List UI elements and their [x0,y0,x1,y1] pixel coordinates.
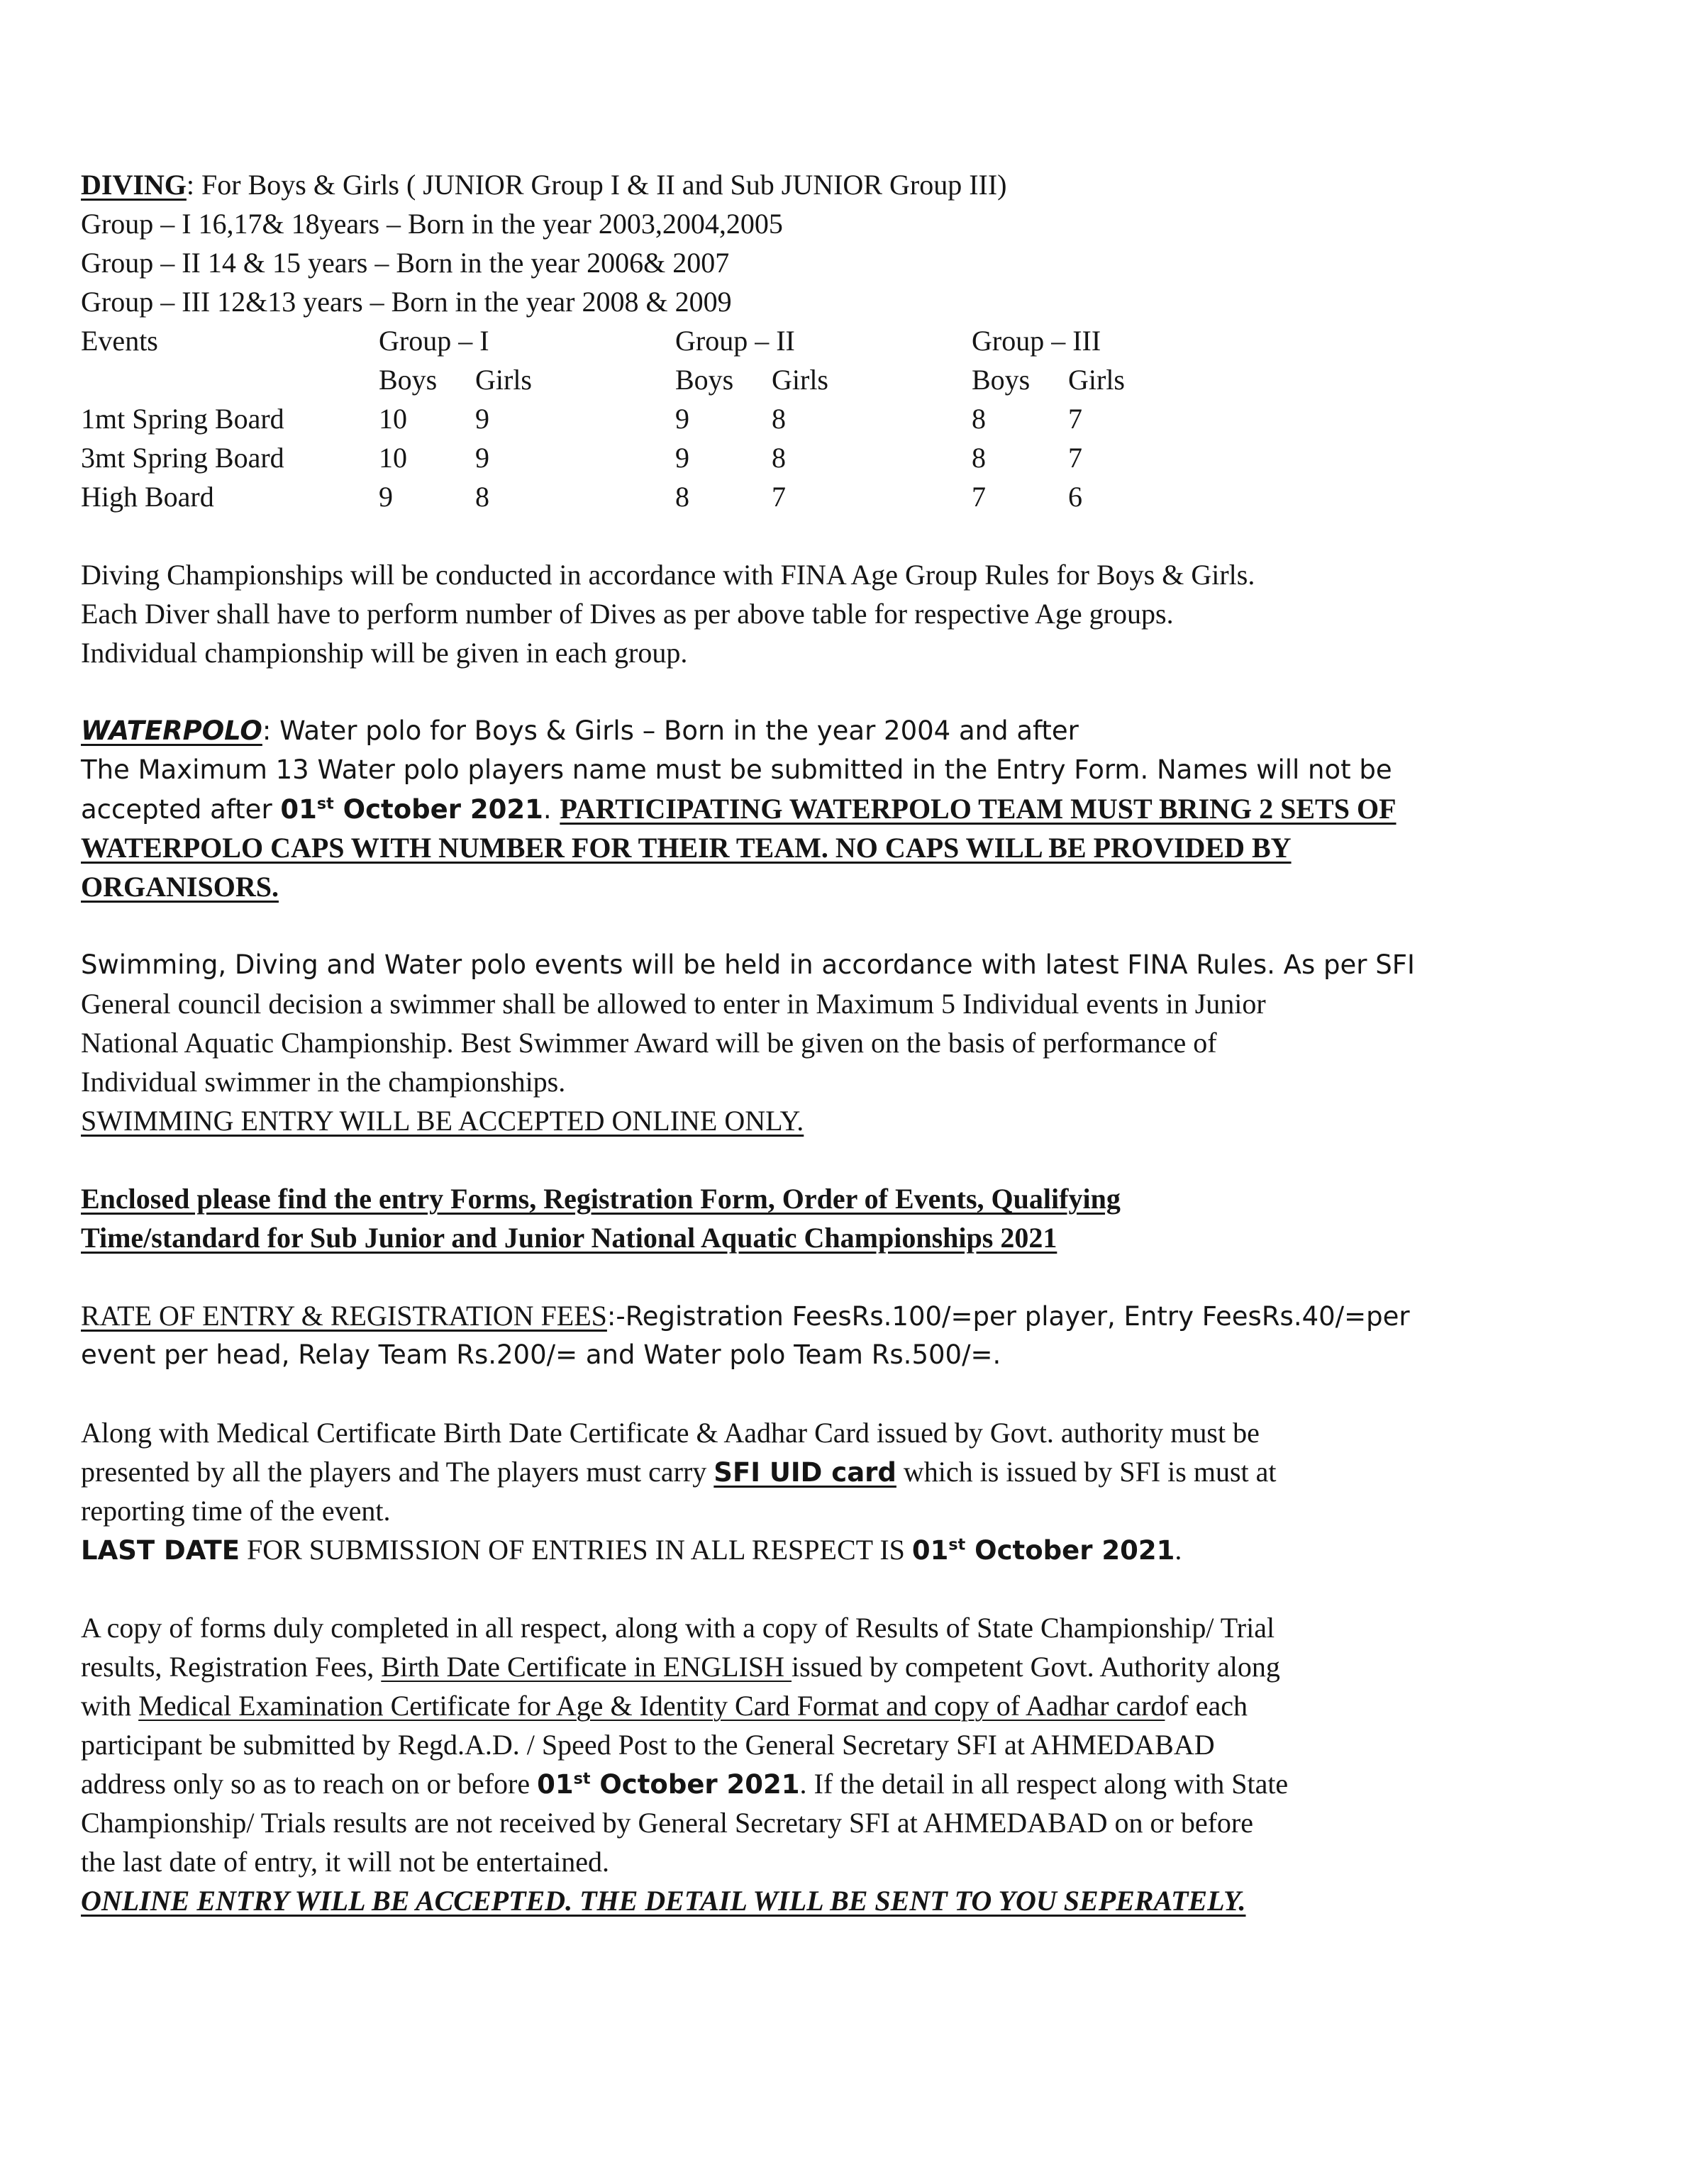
table-cell: 7 [972,481,986,513]
text-line: Championship/ Trials results are not received by General Secretary SFI at AHMEDABAD on or before [81,1807,1253,1839]
enclosed-text: Enclosed please find the entry Forms, Registration Form, Order of Events, Qualifying [81,1183,1121,1215]
text-line: General council decision a swimmer shall be allowed to enter in Maximum 5 Individual events in Junior [81,988,1266,1020]
last-date-line [81,1530,1606,1569]
diving-group-1: Group – I 16,17& 18years – Born in the year 2003,2004,2005 [81,208,783,240]
table-cell: 7 [1068,403,1082,435]
text-line: Each Diver shall have to perform number of Dives as per above table for respective Age groups. [81,598,1174,630]
text-line: Swimming, Diving and Water polo events will be held in accordance with latest FINA Rules. As per SFI [81,949,1415,980]
girls-header: Girls [1068,364,1125,396]
date-rest: October 2021 [965,1535,1175,1566]
date-number: 01 [537,1769,574,1800]
text-line: Along with Medical Certificate Birth Date Certificate & Aadhar Card issued by Govt. authority must be [81,1417,1260,1449]
diving-group-3: Group – III 12&13 years – Born in the year 2008 & 2009 [81,286,732,318]
text: issued by competent Govt. Authority along [792,1651,1280,1683]
caps-notice: ORGANISORS. [81,871,279,903]
date-suffix: st [948,1535,966,1554]
caps-notice: WATERPOLO CAPS WITH NUMBER FOR THEIR TEAM. NO CAPS WILL BE PROVIDED BY [81,832,1292,864]
boys-header: Boys [379,364,438,396]
text: . [1175,1534,1182,1566]
text-line: participant be submitted by Regd.A.D. / Speed Post to the General Secretary SFI at AHMEDABAD [81,1729,1215,1761]
table-header-row [81,321,1606,360]
enclosed-line [81,1218,1606,1257]
boys-header: Boys [972,364,1031,396]
date-suffix: st [573,1769,591,1788]
table-row [81,438,1606,477]
fees-line [81,1296,1606,1335]
last-date-value [912,1535,1175,1566]
table-cell: 8 [972,442,986,474]
text-line: Individual championship will be given in each group. [81,637,688,669]
table-cell: 7 [772,481,786,513]
deadline-date [280,794,543,825]
last-date-label: LAST DATE [81,1535,240,1566]
deadline-date [537,1769,799,1800]
diving-paragraph [81,555,1606,672]
table-cell: 9 [675,442,689,474]
date-rest: October 2021 [590,1769,800,1800]
boys-header: Boys [675,364,734,396]
medical-certificate: Medical Examination Certificate for Age & Identity Card Format and copy of Aadhar card [138,1690,1165,1722]
text: FOR SUBMISSION OF ENTRIES IN ALL RESPECT IS [239,1534,912,1566]
final-notice-line [81,1881,1606,1920]
table-cell: 8 [772,442,786,474]
text: which is issued by SFI is must at [896,1456,1277,1488]
text-line: A copy of forms duly completed in all respect, along with a copy of Results of State Championship/ Trial [81,1612,1275,1644]
online-only-notice: SWIMMING ENTRY WILL BE ACCEPTED ONLINE ONLY. [81,1105,804,1137]
group-2-header: Group – II [675,325,795,357]
waterpolo-deadline-line [81,789,1606,828]
date-suffix: st [316,794,334,813]
text: of each [1165,1690,1248,1722]
deadline-line [81,1764,1606,1803]
birth-certificate: Birth Date Certificate in ENGLISH [381,1651,792,1683]
fees-label: RATE OF ENTRY & REGISTRATION FEES [81,1300,607,1332]
fees-text: :-Registration FeesRs.100/=per player, Entry FeesRs.40/=per [606,1301,1410,1332]
table-cell: 8 [675,481,689,513]
event-name: High Board [81,481,214,513]
text: address only so as to reach on or before [81,1768,538,1800]
enclosed-line [81,1179,1606,1218]
table-cell: 10 [379,442,407,474]
waterpolo-heading: WATERPOLO [81,715,262,746]
table-cell: 8 [475,481,489,513]
uid-line [81,1452,1606,1491]
table-cell: 9 [379,481,393,513]
fees-line: event per head, Relay Team Rs.200/= and Water polo Team Rs.500/=. [81,1339,1001,1370]
table-row [81,477,1606,516]
final-notice: ONLINE ENTRY WILL BE ACCEPTED. THE DETAIL WILL BE SENT TO YOU SEPERATELY. [81,1885,1246,1917]
group-3-header: Group – III [972,325,1101,357]
sfi-uid-card: SFI UID card [713,1457,896,1488]
diving-section [81,165,1606,516]
table-cell: 9 [475,442,489,474]
waterpolo-section [81,711,1606,906]
text-line: reporting time of the event. [81,1495,391,1527]
text: presented by all the players and The players must carry [81,1456,714,1488]
date-number: 01 [280,794,317,825]
diving-intro: : For Boys & Girls ( JUNIOR Group I & II and Sub JUNIOR Group III) [186,169,1007,201]
text: results, Registration Fees, [81,1651,382,1683]
text-line: Individual swimmer in the championships. [81,1066,566,1098]
event-name: 1mt Spring Board [81,403,284,435]
diving-table [81,321,1606,516]
waterpolo-intro: : Water polo for Boys & Girls – Born in the year 2004 and after [262,715,1079,746]
text-line: Diving Championships will be conducted in accordance with FINA Age Group Rules for Boys & Girls. [81,559,1255,591]
girls-header: Girls [475,364,532,396]
date-rest: October 2021 [333,794,543,825]
diving-group-2: Group – II 14 & 15 years – Born in the year 2006& 2007 [81,247,730,279]
table-row [81,399,1606,438]
text-line: The Maximum 13 Water polo players name must be submitted in the Entry Form. Names will not be [81,754,1392,785]
text-line: the last date of entry, it will not be entertained. [81,1846,609,1878]
rules-section [81,945,1606,1140]
girls-header: Girls [772,364,828,396]
caps-notice: PARTICIPATING WATERPOLO TEAM MUST BRING 2 SETS OF [560,793,1397,825]
fees-section [81,1296,1606,1374]
group-1-header: Group – I [379,325,489,357]
text-line: National Aquatic Championship. Best Swimmer Award will be given on the basis of performance of [81,1027,1217,1059]
online-only-line [81,1101,1606,1140]
diving-heading: DIVING [81,169,187,201]
diving-intro-line [81,165,1606,204]
text: accepted after [81,794,281,825]
table-cell: 6 [1068,481,1082,513]
submission-section [81,1608,1606,1920]
events-header: Events [81,325,158,357]
waterpolo-intro-line [81,711,1606,750]
table-cell: 8 [972,403,986,435]
text: . If the detail in all respect along with State [799,1768,1289,1800]
enclosed-section [81,1179,1606,1257]
table-cell: 9 [675,403,689,435]
table-cell: 7 [1068,442,1082,474]
medical-line [81,1686,1606,1725]
table-cell: 8 [772,403,786,435]
text: . [543,794,560,825]
birth-cert-line [81,1647,1606,1686]
table-cell: 9 [475,403,489,435]
table-subheader-row [81,360,1606,399]
enclosed-text: Time/standard for Sub Junior and Junior National Aquatic Championships 2021 [81,1222,1057,1254]
documents-section [81,1413,1606,1569]
date-number: 01 [911,1535,949,1566]
table-cell: 10 [379,403,407,435]
text: with [81,1690,139,1722]
event-name: 3mt Spring Board [81,442,284,474]
